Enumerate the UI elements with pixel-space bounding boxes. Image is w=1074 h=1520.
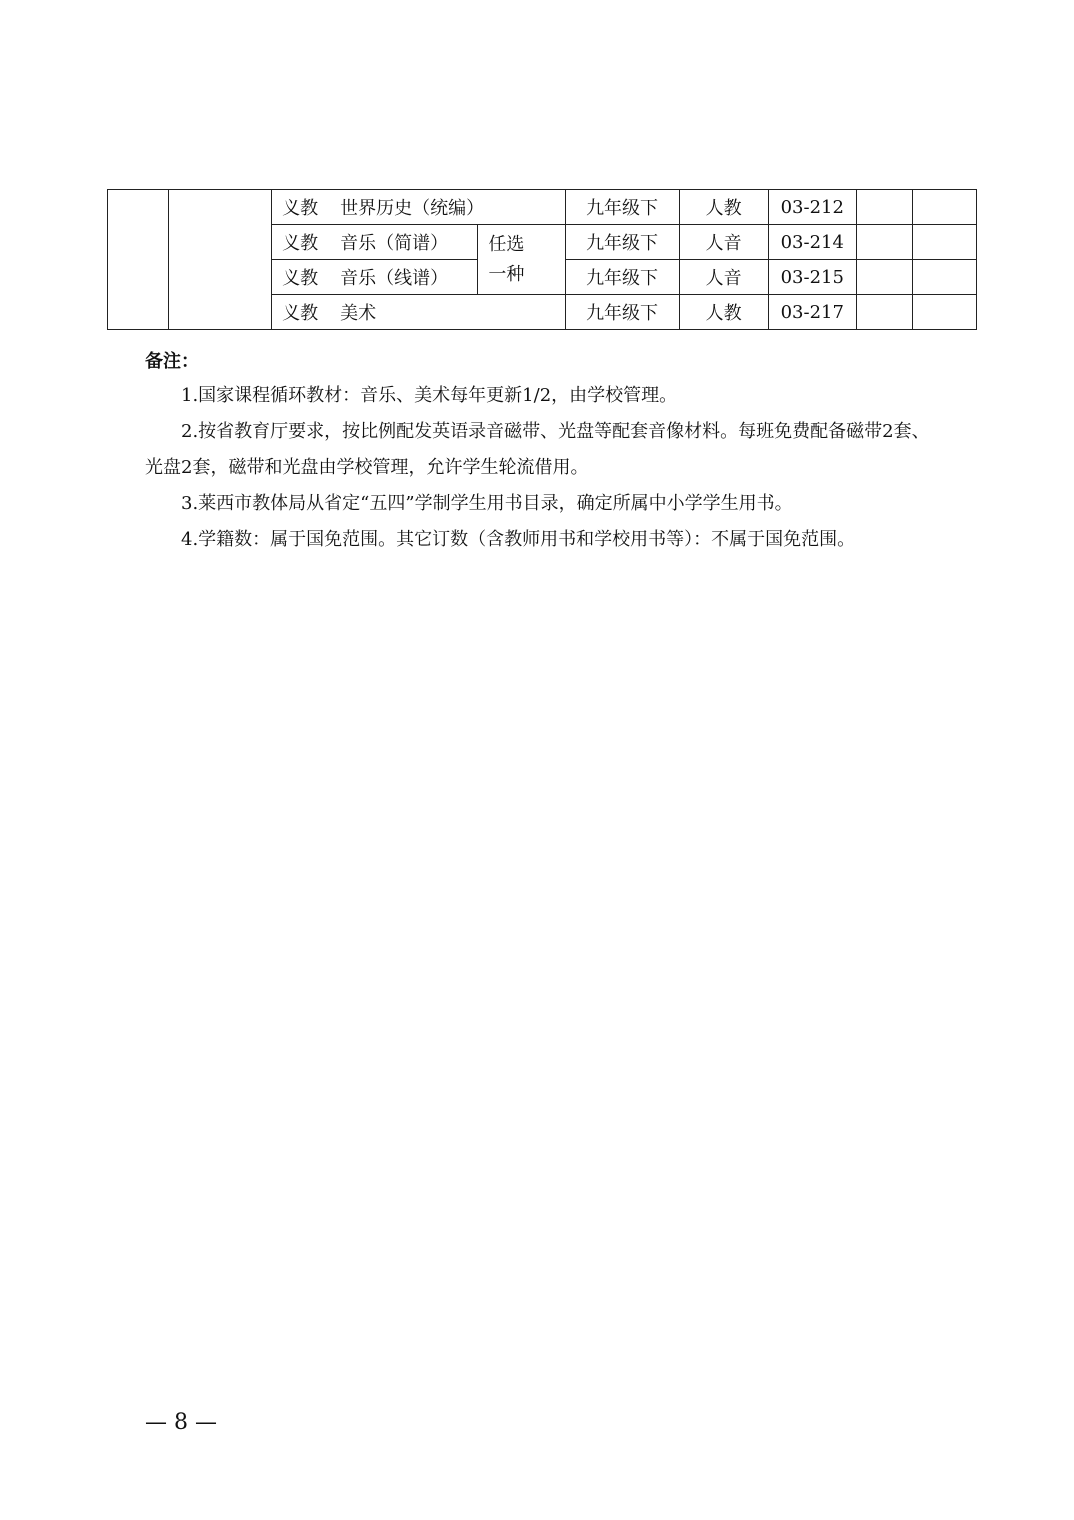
empty-cell: [912, 190, 976, 225]
notes-heading: 备注：: [145, 351, 199, 372]
publisher-cell: 人教: [679, 295, 768, 330]
book-subject: 音乐（线谱）: [340, 268, 449, 289]
book-title-cell: [272, 190, 565, 225]
empty-cell: [108, 190, 169, 330]
note-item: 1.国家课程循环教材：音乐、美术每年更新1/2，由学校管理。: [181, 385, 678, 406]
book-title-cell: [272, 260, 478, 295]
empty-cell: [912, 260, 976, 295]
optional-line: 一种: [488, 263, 525, 285]
empty-cell: [856, 295, 912, 330]
empty-cell: [856, 260, 912, 295]
grade-cell: 九年级下: [565, 295, 679, 330]
book-prefix: 义教: [282, 303, 319, 324]
textbook-table: [107, 189, 977, 330]
book-subject: 美术: [340, 303, 377, 324]
grade-cell: 九年级下: [565, 190, 679, 225]
publisher-cell: 人音: [679, 260, 768, 295]
note-item: 3.莱西市教体局从省定“五四”学制学生用书目录，确定所属中小学学生用书。: [181, 493, 793, 514]
code-cell: 03-212: [768, 190, 856, 225]
book-prefix: 义教: [282, 268, 319, 289]
note-item: 2.按省教育厅要求，按比例配发英语录音磁带、光盘等配套音像材料。每班免费配备磁带2套、光盘2套，磁带和光盘由学校管理，允许学生轮流借用。: [145, 421, 930, 478]
optional-choice-cell: [478, 225, 565, 295]
page-number: — 8 —: [145, 1410, 217, 1435]
publisher-cell: 人教: [679, 190, 768, 225]
grade-cell: 九年级下: [565, 225, 679, 260]
note-item: 4.学籍数：属于国免范围。其它订数（含教师用书和学校用书等）：不属于国免范围。: [181, 529, 856, 550]
code-cell: 03-217: [768, 295, 856, 330]
optional-line: 任选: [488, 233, 525, 255]
notes-section: [145, 346, 945, 558]
book-title-cell: [272, 225, 478, 260]
table-row: [108, 190, 977, 225]
code-cell: 03-215: [768, 260, 856, 295]
empty-cell: [856, 190, 912, 225]
grade-cell: 九年级下: [565, 260, 679, 295]
empty-cell: [912, 225, 976, 260]
empty-cell: [856, 225, 912, 260]
publisher-cell: 人音: [679, 225, 768, 260]
empty-cell: [912, 295, 976, 330]
book-prefix: 义教: [282, 198, 319, 219]
book-title-cell: [272, 295, 565, 330]
book-prefix: 义教: [282, 233, 319, 254]
empty-cell: [169, 190, 272, 330]
code-cell: 03-214: [768, 225, 856, 260]
book-subject: 音乐（简谱）: [340, 233, 449, 254]
book-subject: 世界历史（统编）: [340, 198, 485, 219]
